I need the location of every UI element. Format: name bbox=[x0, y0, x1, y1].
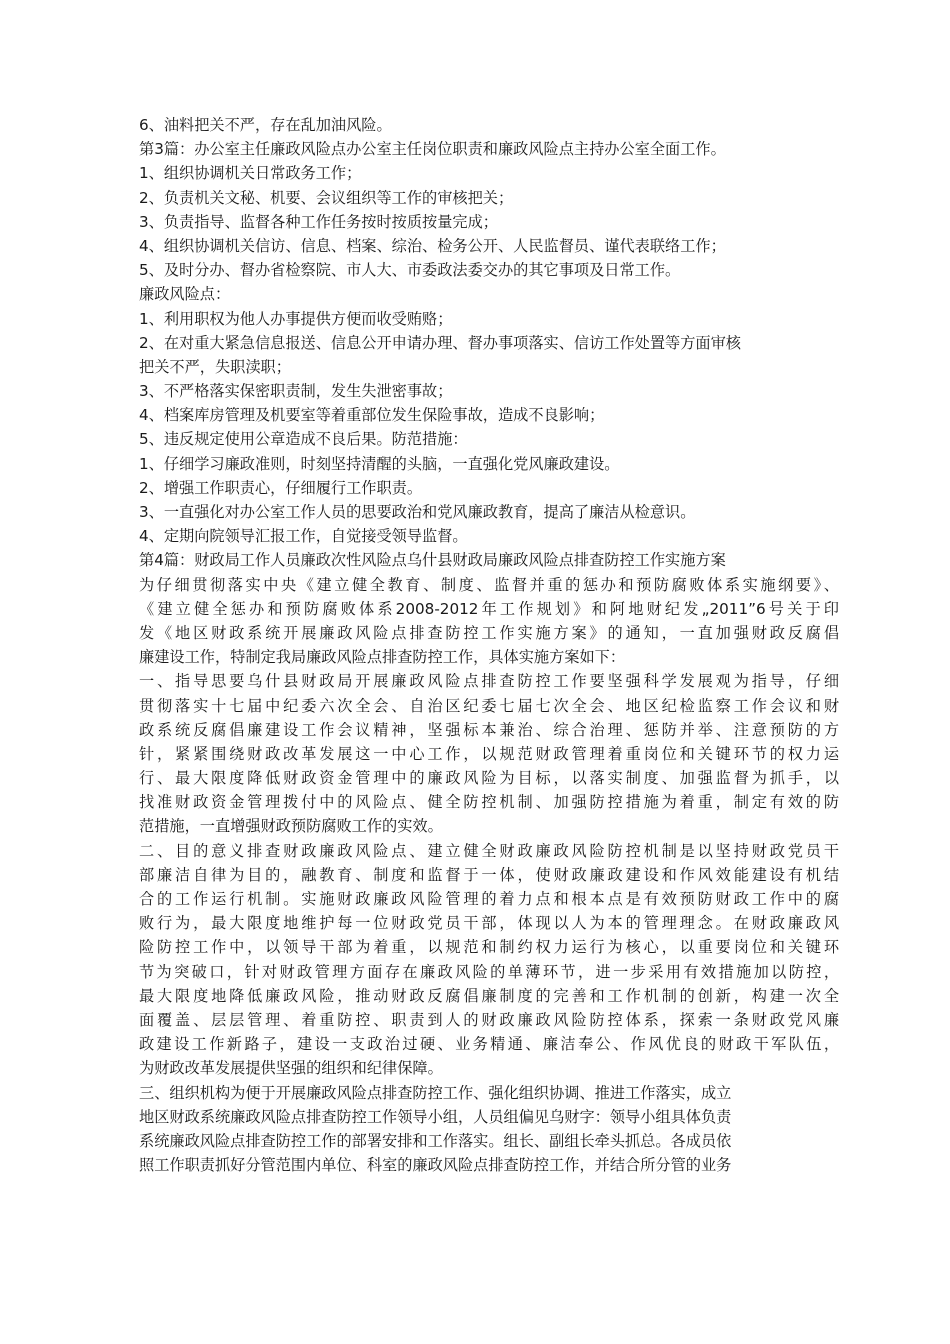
text-line: 3、一直强化对办公室工作人员的思要政治和党风廉政教育，提高了廉洁从检意识。 bbox=[139, 503, 696, 521]
text-line: 4、档案库房管理及机要室等着重部位发生保险事故，造成不良影响； bbox=[139, 406, 605, 425]
text-line: 第3篇：办公室主任廉政风险点办公室主任岗位职责和廉政风险点主持办公室全面工作。 bbox=[139, 140, 726, 159]
text-line: 部廉洁自律为目的，融教育、制度和监督于一体，使财政廉政建设和作风效能建设有机结 bbox=[139, 865, 839, 884]
text-line: 最大限度地降低廉政风险，推动财政反腐倡廉制度的完善和工作机制的创新，构建一次全 bbox=[139, 986, 839, 1005]
text-line: 针，紧紧围绕财政改革发展这一中心工作，以规范财政管理着重岗位和关键环节的权力运 bbox=[139, 744, 839, 763]
text-line: 二、目的意义排查财政廉政风险点、建立健全财政廉政风险防控机制是以坚持财政党员干 bbox=[139, 841, 839, 860]
text-line: 三、组织机构为便于开展廉政风险点排查防控工作、强化组织协调、推进工作落实，成立 bbox=[139, 1083, 732, 1102]
text-line: 《建立健全惩办和预防腐败体系2008-2012年工作规划》和阿地财纪发„2011”6号关于印 bbox=[139, 599, 839, 618]
text-line: 贯彻落实十七届中纪委六次全会、自治区纪委七届七次全会、地区纪检监察工作会议和财 bbox=[139, 696, 839, 715]
text-line: 发《地区财政系统开展廉政风险点排查防控工作实施方案》的通知，一直加强财政反腐倡 bbox=[139, 623, 839, 642]
text-line: 政系统反腐倡廉建设工作会议精神，坚强标本兼治、综合治理、惩防并举、注意预防的方 bbox=[139, 720, 839, 739]
text-line: 2、负责机关文秘、机要、会议组织等工作的审核把关； bbox=[139, 188, 514, 207]
text-line: 一、指导思要乌什县财政局开展廉政风险点排查防控工作要坚强科学发展观为指导，仔细 bbox=[139, 672, 839, 691]
text-line: 3、负责指导、监督各种工作任务按时按质按量完成； bbox=[139, 212, 498, 231]
text-line: 第4篇：财政局工作人员廉政次性风险点乌什县财政局廉政风险点排查防控工作实施方案 bbox=[139, 551, 726, 570]
text-line: 政建设工作新路子，建设一支政治过硬、业务精通、廉洁奉公、作风优良的财政干军队伍， bbox=[139, 1035, 839, 1054]
text-line: 6、油料把关不严，存在乱加油风险。 bbox=[139, 116, 392, 134]
text-line: 为仔细贯彻落实中央《建立健全教育、制度、监督并重的惩办和预防腐败体系实施纲要》、 bbox=[139, 575, 839, 594]
text-line: 找准财政资金管理拨付中的风险点、健全防控机制、加强防控措施为着重，制定有效的防 bbox=[139, 793, 839, 812]
text-line: 范措施，一直增强财政预防腐败工作的实效。 bbox=[139, 817, 443, 836]
text-line: 把关不严，失职渎职； bbox=[139, 357, 291, 376]
document-body bbox=[139, 113, 839, 1177]
text-line: 合的工作运行机制。实施财政廉政风险管理的着力点和根本点是有效预防财政工作中的腐 bbox=[139, 890, 839, 908]
text-line: 1、组织协调机关日常政务工作； bbox=[139, 164, 362, 183]
text-line: 5、违反规定使用公章造成不良后果。防范措施： bbox=[139, 430, 468, 449]
text-line: 4、定期向院领导汇报工作，自觉接受领导监督。 bbox=[139, 527, 468, 546]
text-line: 败行为，最大限度地维护每一位财政党员干部，体现以人为本的管理理念。在财政廉政风 bbox=[139, 914, 839, 933]
text-line: 3、不严格落实保密职责制，发生失泄密事故； bbox=[139, 382, 453, 401]
text-line: 险防控工作中，以领导干部为着重，以规范和制约权力运行为核心，以重要岗位和关键环 bbox=[139, 938, 839, 957]
text-line: 地区财政系统廉政风险点排查防控工作领导小组，人员组偏见乌财字：领导小组具体负责 bbox=[139, 1107, 732, 1126]
text-line: 2、在对重大紧急信息报送、信息公开申请办理、督办事项落实、信访工作处置等方面审核 bbox=[139, 333, 741, 352]
text-line: 为财政改革发展提供坚强的组织和纪律保障。 bbox=[139, 1059, 443, 1078]
text-line: 廉建设工作，特制定我局廉政风险点排查防控工作，具体实施方案如下： bbox=[139, 648, 625, 667]
text-line: 节为突破口，针对财政管理方面存在廉政风险的单薄环节，进一步采用有效措施加以防控， bbox=[139, 962, 839, 981]
text-line: 4、组织协调机关信访、信息、档案、综治、检务公开、人民监督员、谨代表联络工作； bbox=[139, 236, 726, 255]
text-line: 2、增强工作职责心，仔细履行工作职责。 bbox=[139, 478, 423, 497]
text-line: 系统廉政风险点排查防控工作的部署安排和工作落实。组长、副组长牵头抓总。各成员依 bbox=[139, 1131, 732, 1150]
text-line: 1、仔细学习廉政准则，时刻坚持清醒的头脑，一直强化党风廉政建设。 bbox=[139, 454, 620, 473]
text-line: 行、最大限度降低财政资金管理中的廉政风险为目标，以落实制度、加强监督为抓手，以 bbox=[139, 769, 839, 788]
text-line: 廉政风险点： bbox=[139, 285, 231, 304]
text-line: 面覆盖、层层管理、着重防控、职责到人的财政廉政风险防控体系，探索一条财政党风廉 bbox=[139, 1010, 839, 1029]
text-line: 1、利用职权为他人办事提供方便而收受贿赂； bbox=[139, 309, 453, 328]
text-line: 照工作职责抓好分管范围内单位、科室的廉政风险点排查防控工作，并结合所分管的业务 bbox=[139, 1156, 732, 1175]
text-line: 5、及时分办、督办省检察院、市人大、市委政法委交办的其它事项及日常工作。 bbox=[139, 261, 681, 280]
